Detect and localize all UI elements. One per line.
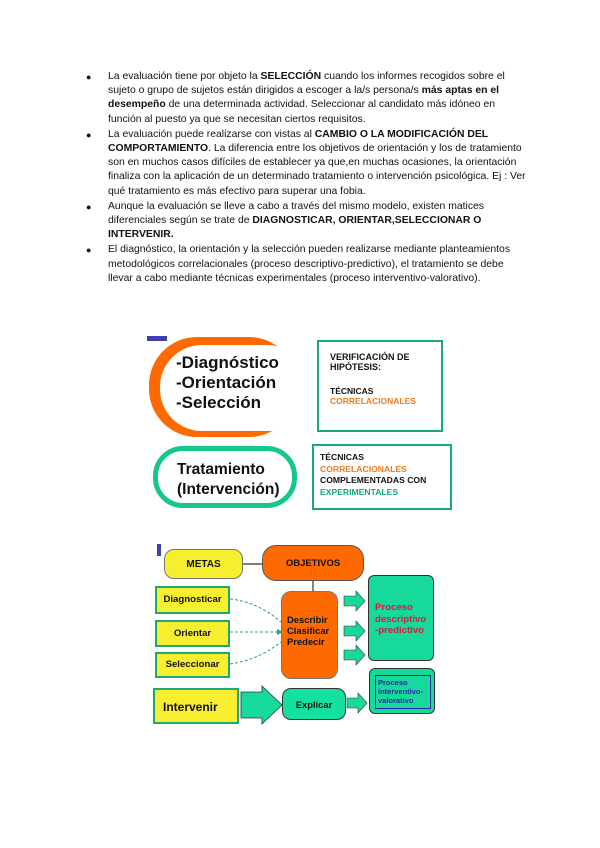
proceso2-line: interventivo- [378, 687, 424, 696]
center-line: Clasificar [287, 625, 330, 636]
seleccionar-connector [230, 642, 281, 664]
arrow-2 [344, 621, 365, 641]
verif-title: VERIFICACIÓN DE HIPÓTESIS: [330, 352, 410, 372]
blue-marker-decoration [157, 544, 161, 556]
bold-text: más aptas en el desempeño [108, 85, 500, 111]
verif-correlacionales: CORRELACIONALES [330, 396, 416, 406]
bullet-list [86, 70, 526, 287]
intervenir-arrow [241, 686, 282, 724]
bullet-dot-icon: ● [86, 245, 92, 256]
verificacion-box [317, 340, 443, 432]
bullet-dot-icon: ● [86, 129, 92, 140]
center-line: Describir [287, 614, 328, 625]
arrow-3 [344, 645, 365, 665]
diag-line: -Orientación [176, 373, 277, 392]
text: de una determinada actividad. Seleccionar al candidato más idóneo en función al puesto ya que se necesitan ciertos requisitos. [108, 99, 496, 125]
proceso2-text [375, 675, 431, 709]
diag-line: -Diagnóstico [176, 353, 279, 372]
arrow-4 [347, 693, 367, 713]
bold-text: SELECCIÓN [260, 71, 322, 82]
tec2-correlacionales: CORRELACIONALES [320, 463, 407, 474]
bullet-matices [86, 200, 526, 243]
bullet-dot-icon: ● [86, 72, 92, 82]
seleccionar-box: Seleccionar [155, 652, 230, 678]
blue-tab-decoration [147, 336, 167, 341]
text: La evaluación tiene por objeto la [108, 71, 261, 82]
tratamiento-box [153, 446, 297, 508]
diagnosticar-connector [230, 599, 281, 622]
text: Aunque la evaluación se lleve a cabo a través del mismo modelo, existen matices diferenciales según se trate de [108, 200, 484, 227]
trat-line: (Intervención) [177, 481, 280, 498]
bold-text: CAMBIO O LA MODIFICACIÓN DEL COMPORTAMIENTO [108, 128, 488, 155]
tecnicas-box [312, 444, 452, 510]
metas-box: METAS [164, 549, 243, 579]
tec2-experimentales: EXPERIMENTALES [320, 486, 399, 497]
proceso-interventivo-scroll [369, 668, 435, 714]
intervenir-box: Intervenir [153, 688, 239, 724]
proceso2-line: valorativo [378, 696, 414, 705]
bullet-seleccion [86, 70, 526, 127]
text: cuando los informes recogidos sobre el sujeto o grupo de sujetos están dirigidos a escoger a la/s persona/s [108, 71, 505, 97]
bullet-cambio [86, 128, 526, 199]
arrow-1 [344, 591, 365, 611]
text: El diagnóstico, la orientación y la selección pueden realizarse mediante planteamientos metodológicos correlacionales (proceso descriptivo-predictivo), el tratamiento se debe llevar a cabo mediante técnicas experimentales (proceso interventivo-valorativo). [108, 244, 511, 284]
describir-box [281, 591, 338, 679]
objetivos-box: OBJETIVOS [262, 545, 364, 581]
tec2-complementadas: COMPLEMENTADAS CON [320, 475, 427, 485]
proceso1-line: -predictivo [375, 625, 425, 636]
proceso1-line: Proceso [375, 602, 413, 613]
trat-line: Tratamiento [177, 461, 265, 478]
text: La evaluación puede realizarse con vistas al [108, 128, 315, 140]
bullet-metodologia [86, 243, 526, 286]
diagnostico-text [160, 345, 298, 431]
diagnosticar-box: Diagnosticar [155, 586, 230, 614]
orientar-box: Orientar [155, 620, 230, 647]
proceso2-line: Proceso [378, 678, 408, 687]
proceso-descriptivo-scroll [368, 575, 434, 661]
bold-text: DIAGNOSTICAR, ORIENTAR,SELECCIONAR O INTERVENIR. [108, 215, 482, 241]
verif-tecnicas: TÉCNICAS [330, 386, 374, 396]
proceso1-line: descriptivo [375, 613, 427, 625]
explicar-box: Explicar [282, 688, 346, 720]
center-line: Predecir [287, 636, 325, 647]
diag-line: -Selección [176, 393, 262, 412]
text: . La diferencia entre los objetivos de orientación y los de tratamiento son en muchos casos difíciles de establecer ya que,en muchas ocasiones, la orientación finaliza con la aplicación de un determinado tratamiento o intervención psicológica. Ej : Ver qué tratamiento es más efectivo para superar una fobia. [108, 143, 526, 197]
tec2-tecnicas: TÉCNICAS [320, 452, 364, 462]
bullet-dot-icon: ● [86, 201, 92, 212]
